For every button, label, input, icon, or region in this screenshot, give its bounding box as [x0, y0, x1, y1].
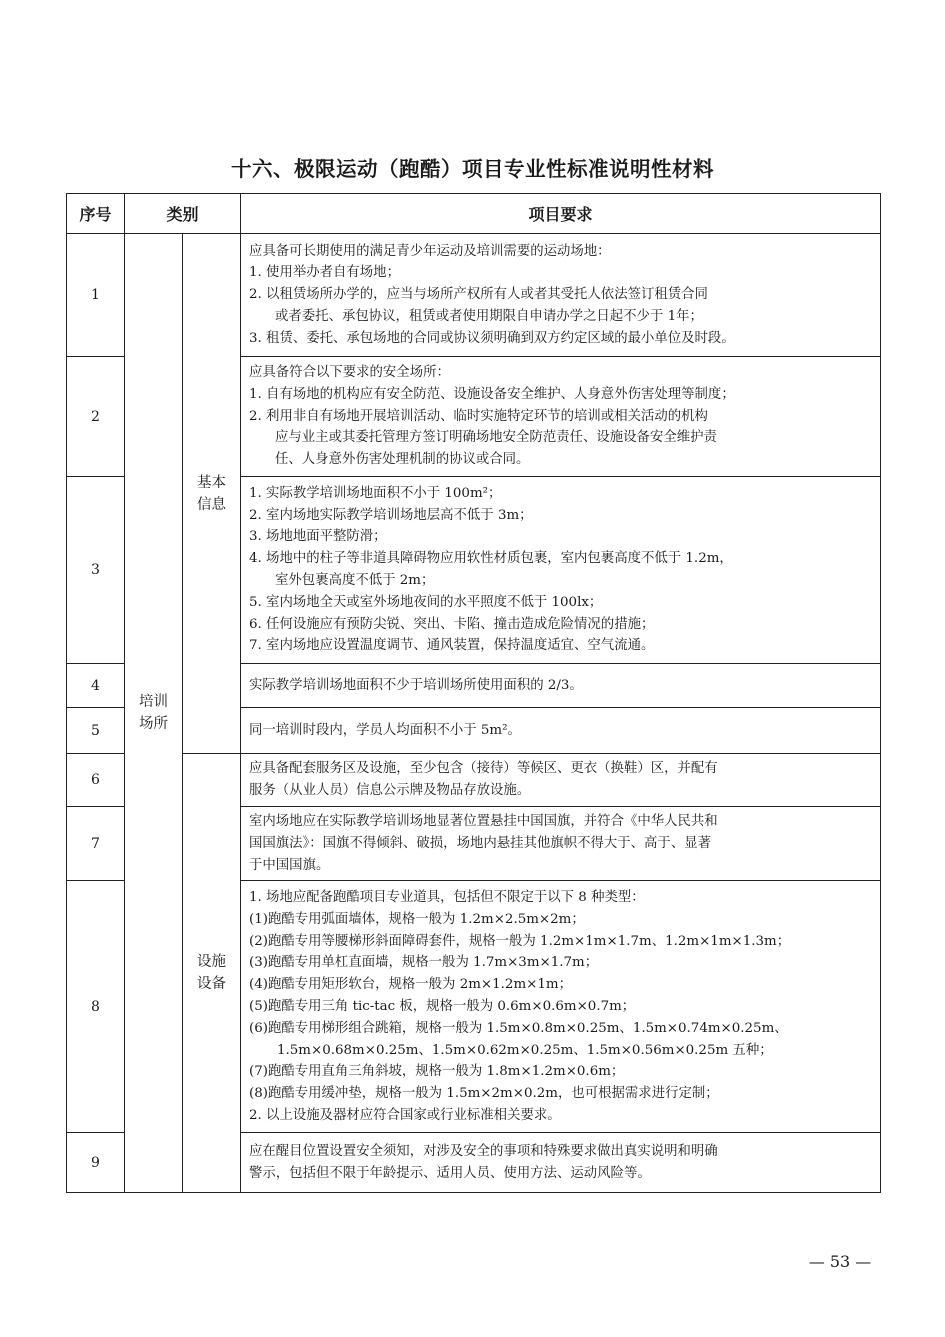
row-requirement	[241, 754, 881, 807]
row-requirement	[241, 1133, 881, 1193]
category-facilities	[183, 754, 241, 1193]
req-line: 应具备配套服务区及设施，至少包含（接待）等候区、更衣（换鞋）区，并配有	[249, 761, 718, 777]
req-line: 同一培训时段内，学员人均面积不小于 5m²。	[249, 722, 521, 738]
req-line: 2. 室内场地实际教学培训场地层高不低于 3m；	[249, 507, 533, 523]
req-line: (3)跑酷专用单杠直面墙，规格一般为 1.7m×3m×1.7m；	[249, 955, 599, 971]
row-num: 2	[67, 357, 125, 477]
req-line: 室外包裹高度不低于 2m；	[275, 573, 435, 588]
row-num: 8	[67, 881, 125, 1133]
req-line: 1. 场地应配备跑酷项目专业道具，包括但不限定于以下 8 种类型：	[249, 890, 645, 905]
req-line: 7. 室内场地应设置温度调节、通风装置，保持温度适宜、空气流通。	[249, 638, 655, 654]
row-requirement	[241, 664, 881, 708]
req-line: (5)跑酷专用三角 tic-tac 板，规格一般为 0.6m×0.6m×0.7m；	[249, 998, 636, 1014]
row-num: 6	[67, 754, 125, 807]
category-basic-info-label: 基本 信息	[197, 474, 226, 513]
row-num: 4	[67, 664, 125, 708]
req-line: 1. 使用举办者自有场地；	[249, 265, 400, 281]
req-line: 室内场地应在实际教学培训场地显著位置悬挂中国国旗，并符合《中华人民共和	[249, 814, 718, 829]
row-requirement	[241, 477, 881, 664]
row-requirement	[241, 881, 881, 1133]
header-requirement: 项目要求	[241, 194, 881, 234]
row-num: 5	[67, 708, 125, 754]
req-line: 服务（从业人员）信息公示牌及物品存放设施。	[249, 783, 531, 798]
header-category: 类别	[125, 194, 241, 234]
req-line: 6. 任何设施应有预防尖锐、突出、卡陷、撞击造成危险情况的措施；	[249, 616, 655, 632]
row-requirement	[241, 234, 881, 357]
req-line: 于中国国旗。	[249, 857, 330, 873]
req-line: 2. 利用非自有场地开展培训活动、临时实施特定环节的培训或相关活动的机构	[249, 408, 708, 424]
req-line: 1.5m×0.68m×0.25m、1.5m×0.62m×0.25m、1.5m×0.56m×0.25m 五种；	[277, 1042, 773, 1058]
req-line: (7)跑酷专用直角三角斜坡，规格一般为 1.8m×1.2m×0.6m；	[249, 1064, 625, 1080]
table-header-row	[67, 194, 881, 234]
req-line: 应与业主或其委托管理方签订明确场地安全防范责任、设施设备安全维护责	[275, 430, 717, 446]
req-line: 3. 租赁、委托、承包场地的合同或协议须明确到双方约定区域的最小单位及时段。	[249, 330, 735, 346]
req-line: 国国旗法》：国旗不得倾斜、破损，场地内悬挂其他旗帜不得大于、高于、显著	[249, 835, 711, 851]
header-num: 序号	[67, 194, 125, 234]
row-num: 9	[67, 1133, 125, 1193]
row-requirement	[241, 357, 881, 477]
req-line: 实际教学培训场地面积不少于培训场所使用面积的 2/3。	[249, 677, 583, 693]
req-line: 应具备可长期使用的满足青少年运动及培训需要的运动场地：	[249, 243, 611, 259]
req-line: 5. 室内场地全天或室外场地夜间的水平照度不低于 100lx；	[249, 594, 603, 610]
req-line: 或者委托、承包协议，租赁或者使用期限自申请办学之日起不少于 1年；	[275, 308, 703, 324]
req-line: (2)跑酷专用等腰梯形斜面障碍套件，规格一般为 1.2m×1m×1.7m、1.2m×1m×1.3m；	[249, 933, 791, 949]
row-num: 3	[67, 477, 125, 664]
req-line: 4. 场地中的柱子等非道具障碍物应用软性材质包裹，室内包裹高度不低于 1.2m，	[249, 551, 733, 567]
category-basic-info	[183, 234, 241, 754]
category-training-site	[125, 234, 183, 1193]
req-line: 任、人身意外伤害处理机制的协议或合同。	[275, 452, 530, 468]
req-line: (4)跑酷专用矩形软台，规格一般为 2m×1.2m×1m；	[249, 977, 572, 993]
req-line: (1)跑酷专用弧面墙体，规格一般为 1.2m×2.5m×2m；	[249, 911, 585, 927]
page-title: 十六、极限运动（跑酷）项目专业性标准说明性材料	[231, 157, 714, 181]
table-row	[67, 234, 881, 357]
category-training-site-label: 培训 场所	[139, 694, 168, 733]
row-num: 1	[67, 234, 125, 357]
table-row	[67, 754, 881, 807]
req-line: (8)跑酷专用缓冲垫，规格一般为 1.5m×2m×0.2m，也可根据需求进行定制；	[249, 1086, 719, 1102]
req-line: 应具备符合以下要求的安全场所：	[249, 365, 450, 380]
row-requirement	[241, 807, 881, 881]
req-line: 警示，包括但不限于年龄提示、适用人员、使用方法、运动风险等。	[249, 1165, 651, 1181]
category-facilities-label: 设施 设备	[197, 954, 226, 993]
req-line: 2. 以租赁场所办学的，应当与场所产权所有人或者其受托人依法签订租赁合同	[249, 287, 708, 303]
req-line: 3. 场地地面平整防滑；	[249, 529, 387, 545]
requirements-table	[66, 193, 881, 1193]
req-line: 应在醒目位置设置安全须知，对涉及安全的事项和特殊要求做出真实说明和明确	[249, 1144, 718, 1160]
req-line: 1. 实际教学培训场地面积不小于 100m²；	[249, 485, 502, 501]
req-line: 2. 以上设施及器材应符合国家或行业标准相关要求。	[249, 1107, 561, 1123]
req-line: 1. 自有场地的机构应有安全防范、设施设备安全维护、人身意外伤害处理等制度；	[249, 386, 735, 402]
req-line: (6)跑酷专用梯形组合跳箱，规格一般为 1.5m×0.8m×0.25m、1.5m×0.74m×0.25m、	[249, 1020, 788, 1036]
row-num: 7	[67, 807, 125, 881]
page-number: — 53 —	[808, 1252, 872, 1271]
row-requirement	[241, 708, 881, 754]
